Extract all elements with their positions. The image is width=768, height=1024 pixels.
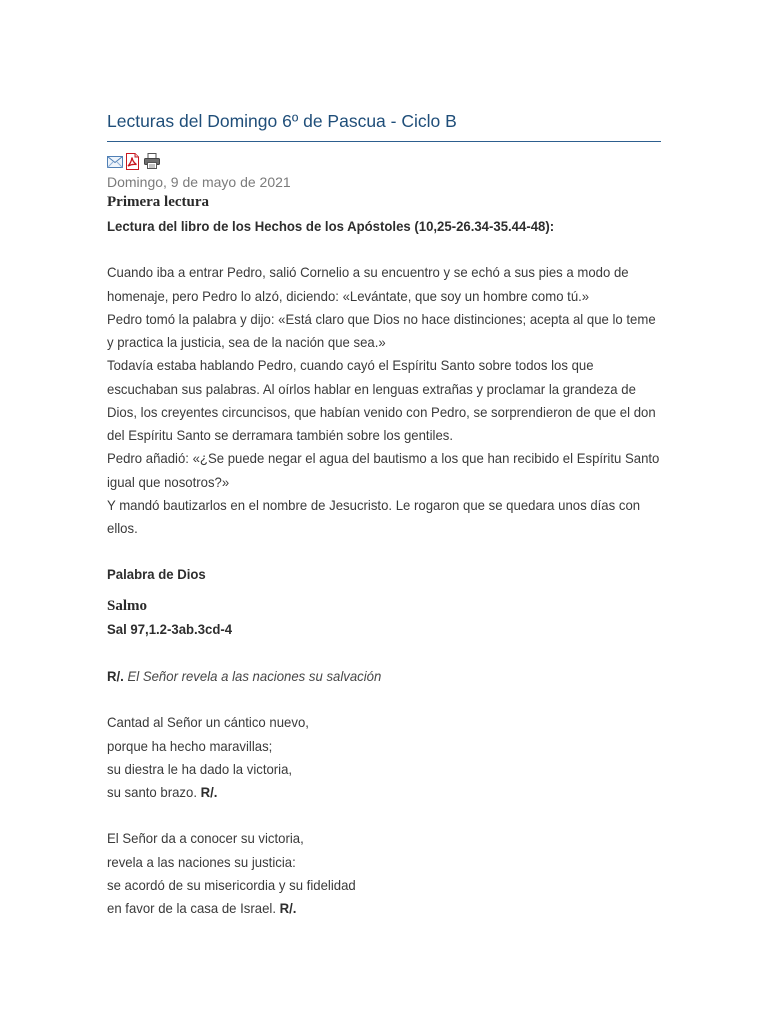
stanza-line: su diestra le ha dado la victoria, bbox=[107, 760, 293, 777]
stanza-line: se acordó de su misericordia y su fidelidad bbox=[107, 876, 356, 893]
stanza-line: porque ha hecho maravillas; bbox=[107, 737, 273, 754]
page-title: Lecturas del Domingo 6º de Pascua - Ciclo B bbox=[107, 111, 457, 131]
stanza-line: Cantad al Señor un cántico nuevo, bbox=[107, 714, 309, 731]
reading-closing: Palabra de Dios bbox=[107, 566, 206, 583]
response-marker: R/. bbox=[107, 668, 124, 685]
response-marker: R/. bbox=[279, 900, 297, 917]
reading-line: y practica la justicia, sea de la nación que sea.» bbox=[107, 334, 386, 351]
print-icon[interactable] bbox=[144, 153, 160, 169]
reading-line: Pedro tomó la palabra y dijo: «Está claro que Dios no hace distinciones; acepta al que lo teme bbox=[107, 310, 656, 327]
response-marker: R/. bbox=[200, 784, 218, 801]
psalm-response-line bbox=[107, 665, 671, 688]
reading-line: Todavía estaba hablando Pedro, cuando cayó el Espíritu Santo sobre todos los que bbox=[107, 357, 594, 374]
stanza-line bbox=[107, 781, 671, 804]
stanza-line bbox=[107, 897, 671, 920]
reading-line: ellos. bbox=[107, 520, 138, 537]
psalm-stanza bbox=[107, 827, 707, 920]
reading-text bbox=[107, 261, 707, 540]
response-text: El Señor revela a las naciones su salvación bbox=[127, 668, 382, 685]
stanza-line-text: en favor de la casa de Israel. bbox=[107, 900, 276, 917]
psalm-reference-block bbox=[107, 618, 707, 641]
reading-line: escuchaban sus palabras. Al oírlos hablar en lenguas extrañas y proclamar la grandeza de bbox=[107, 380, 636, 397]
reading-line: igual que nosotros?» bbox=[107, 473, 230, 490]
pdf-icon[interactable] bbox=[125, 153, 140, 170]
reading-heading: Lectura del libro de los Hechos de los Apóstoles (10,25-26.34-35.44-48): bbox=[107, 218, 555, 235]
reading-closing-block bbox=[107, 563, 707, 586]
psalm-stanza bbox=[107, 711, 707, 804]
reading-line: Dios, los creyentes circuncisos, que habían venido con Pedro, se sorprendieron de que el don bbox=[107, 403, 656, 420]
psalm-reference: Sal 97,1.2-3ab.3cd-4 bbox=[107, 621, 233, 638]
section-label-first-reading: Primera lectura bbox=[107, 194, 210, 210]
publication-date: Domingo, 9 de mayo de 2021 bbox=[107, 174, 291, 190]
reading-line: Cuando iba a entrar Pedro, salió Cornelio a su encuentro y se echó a sus pies a modo de bbox=[107, 264, 629, 281]
section-label-psalm: Salmo bbox=[107, 598, 148, 614]
reading-line: Y mandó bautizarlos en el nombre de Jesucristo. Le rogaron que se quedara unos días con bbox=[107, 497, 641, 513]
stanza-line-text: su santo brazo. bbox=[107, 784, 197, 801]
psalm-response bbox=[107, 665, 707, 688]
stanza-line: El Señor da a conocer su victoria, bbox=[107, 830, 304, 847]
reading-heading-block bbox=[107, 215, 707, 238]
reading-line: del Espíritu Santo se derramara también sobre los gentiles. bbox=[107, 427, 454, 444]
reading-line: Pedro añadió: «¿Se puede negar el agua del bautismo a los que han recibido el Espíritu Santo bbox=[107, 450, 660, 467]
reading-line: homenaje, pero Pedro lo alzó, diciendo: «Levántate, que soy un hombre como tú.» bbox=[107, 287, 590, 304]
stanza-line: revela a las naciones su justicia: bbox=[107, 853, 296, 870]
email-icon[interactable] bbox=[107, 156, 123, 168]
title-divider bbox=[107, 141, 661, 142]
